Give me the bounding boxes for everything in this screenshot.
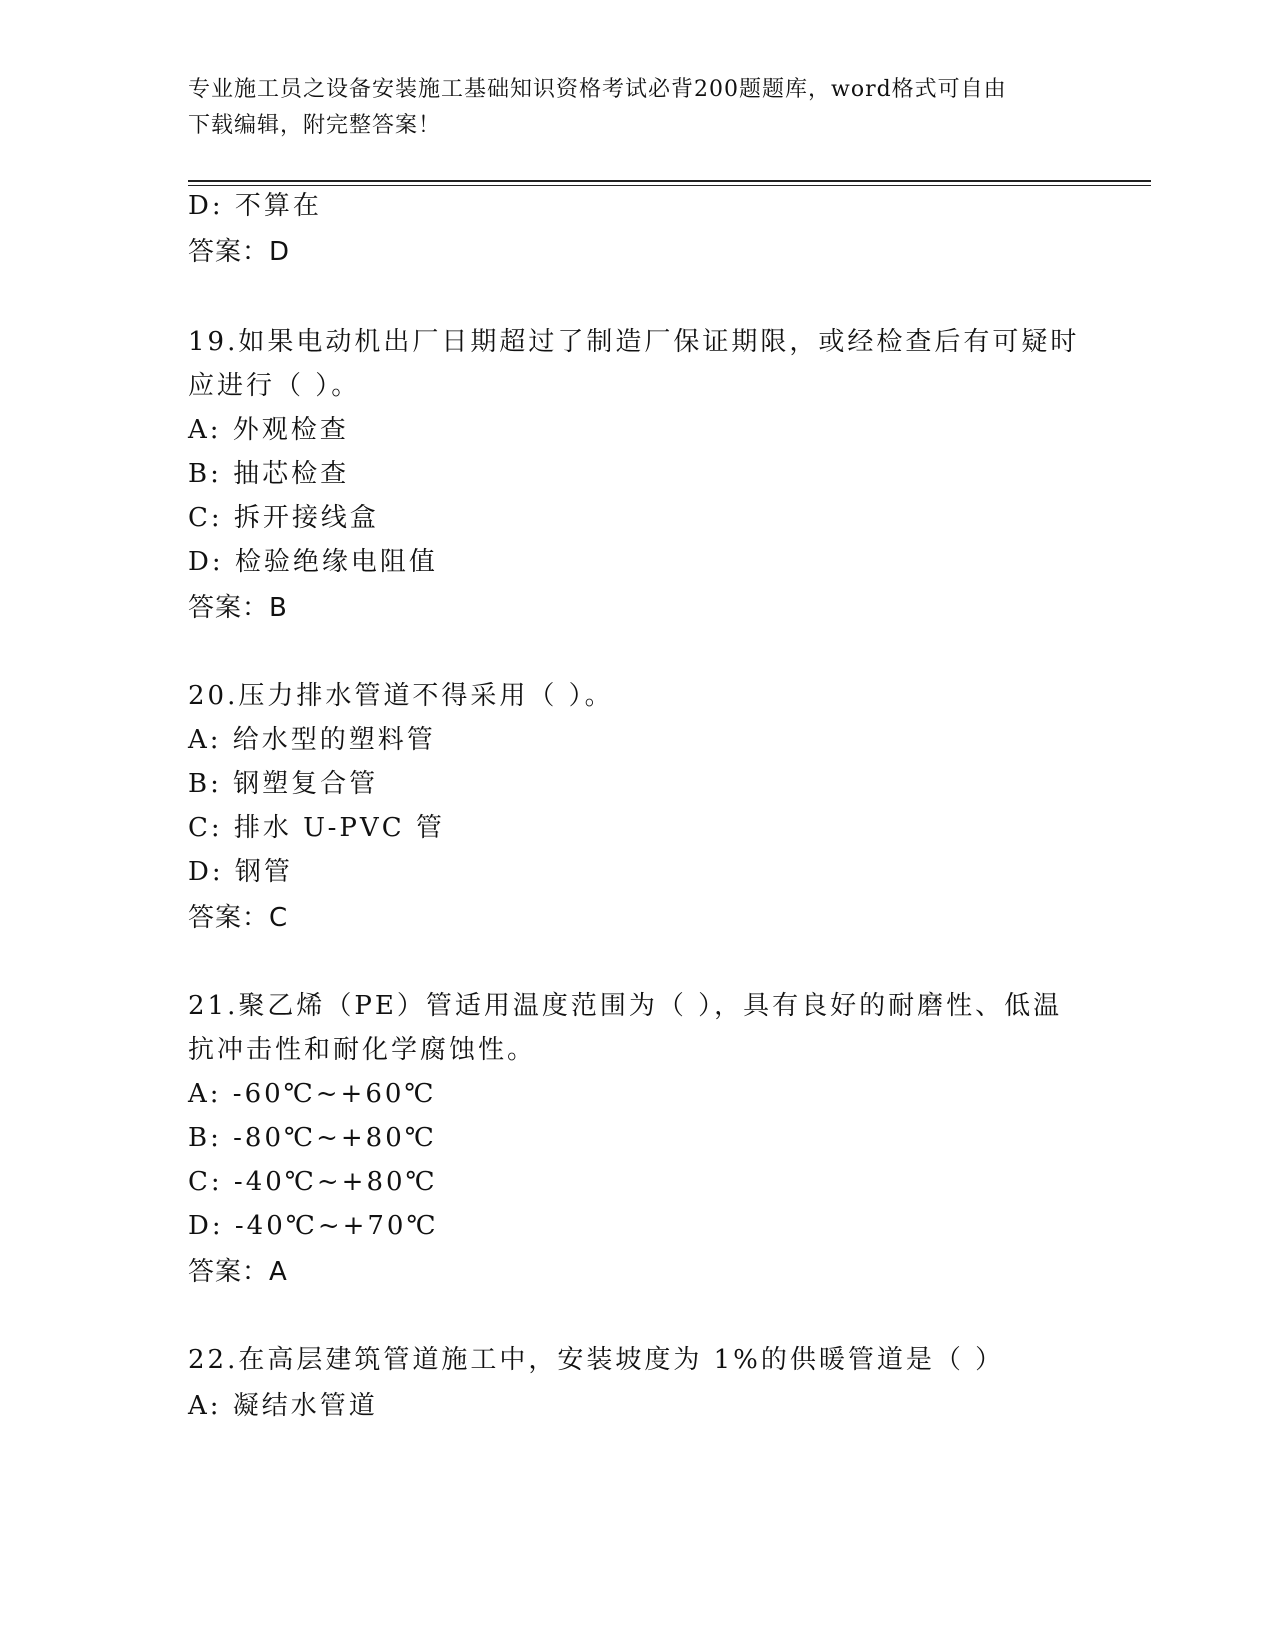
prev-option-d: D: 不算在 — [188, 191, 322, 221]
document-header — [188, 72, 1068, 144]
q21-stem-line-2: 抗冲击性和耐化学腐蚀性。 — [188, 1035, 537, 1065]
q19-option-d: D: 检验绝缘电阻值 — [188, 547, 438, 577]
q19-option-b: B: 抽芯检查 — [188, 459, 350, 489]
q20-option-a: A: 给水型的塑料管 — [188, 725, 436, 755]
q21-option-c: C: -40℃~+80℃ — [188, 1167, 438, 1197]
prev-answer: 答案：D — [188, 237, 291, 267]
header-rule-thick — [188, 180, 1151, 182]
header-line-2: 下载编辑，附完整答案！ — [188, 113, 442, 138]
q21-option-d: D: -40℃~+70℃ — [188, 1211, 439, 1241]
q19-stem-line-2: 应进行（ ）。 — [188, 371, 361, 401]
q21-option-b: B: -80℃~+80℃ — [188, 1123, 437, 1153]
q22-option-a: A: 凝结水管道 — [188, 1391, 378, 1421]
header-rule-thin — [188, 185, 1151, 186]
q19-stem-line-1: 19.如果电动机出厂日期超过了制造厂保证期限，或经检查后有可疑时 — [188, 327, 1080, 357]
q21-stem-line-1: 21.聚乙烯（PE）管适用温度范围为（ ），具有良好的耐磨性、低温 — [188, 991, 1063, 1021]
header-line-1: 专业施工员之设备安装施工基础知识资格考试必背200题题库，word格式可自由 — [188, 77, 1007, 102]
q21-answer: 答案：A — [188, 1257, 288, 1287]
q22-stem: 22.在高层建筑管道施工中，安装坡度为 1%的供暖管道是（ ） — [188, 1345, 1005, 1375]
q20-option-d: D: 钢管 — [188, 857, 293, 887]
q19-option-a: A: 外观检查 — [188, 415, 349, 445]
q19-option-c: C: 拆开接线盒 — [188, 503, 379, 533]
q20-option-c: C: 排水 U-PVC 管 — [188, 813, 445, 843]
q19-answer: 答案：B — [188, 593, 288, 623]
q20-stem: 20.压力排水管道不得采用（ ）。 — [188, 681, 614, 711]
q20-option-b: B: 钢塑复合管 — [188, 769, 379, 799]
q21-option-a: A: -60℃~+60℃ — [188, 1079, 437, 1109]
q20-answer: 答案：C — [188, 903, 289, 933]
